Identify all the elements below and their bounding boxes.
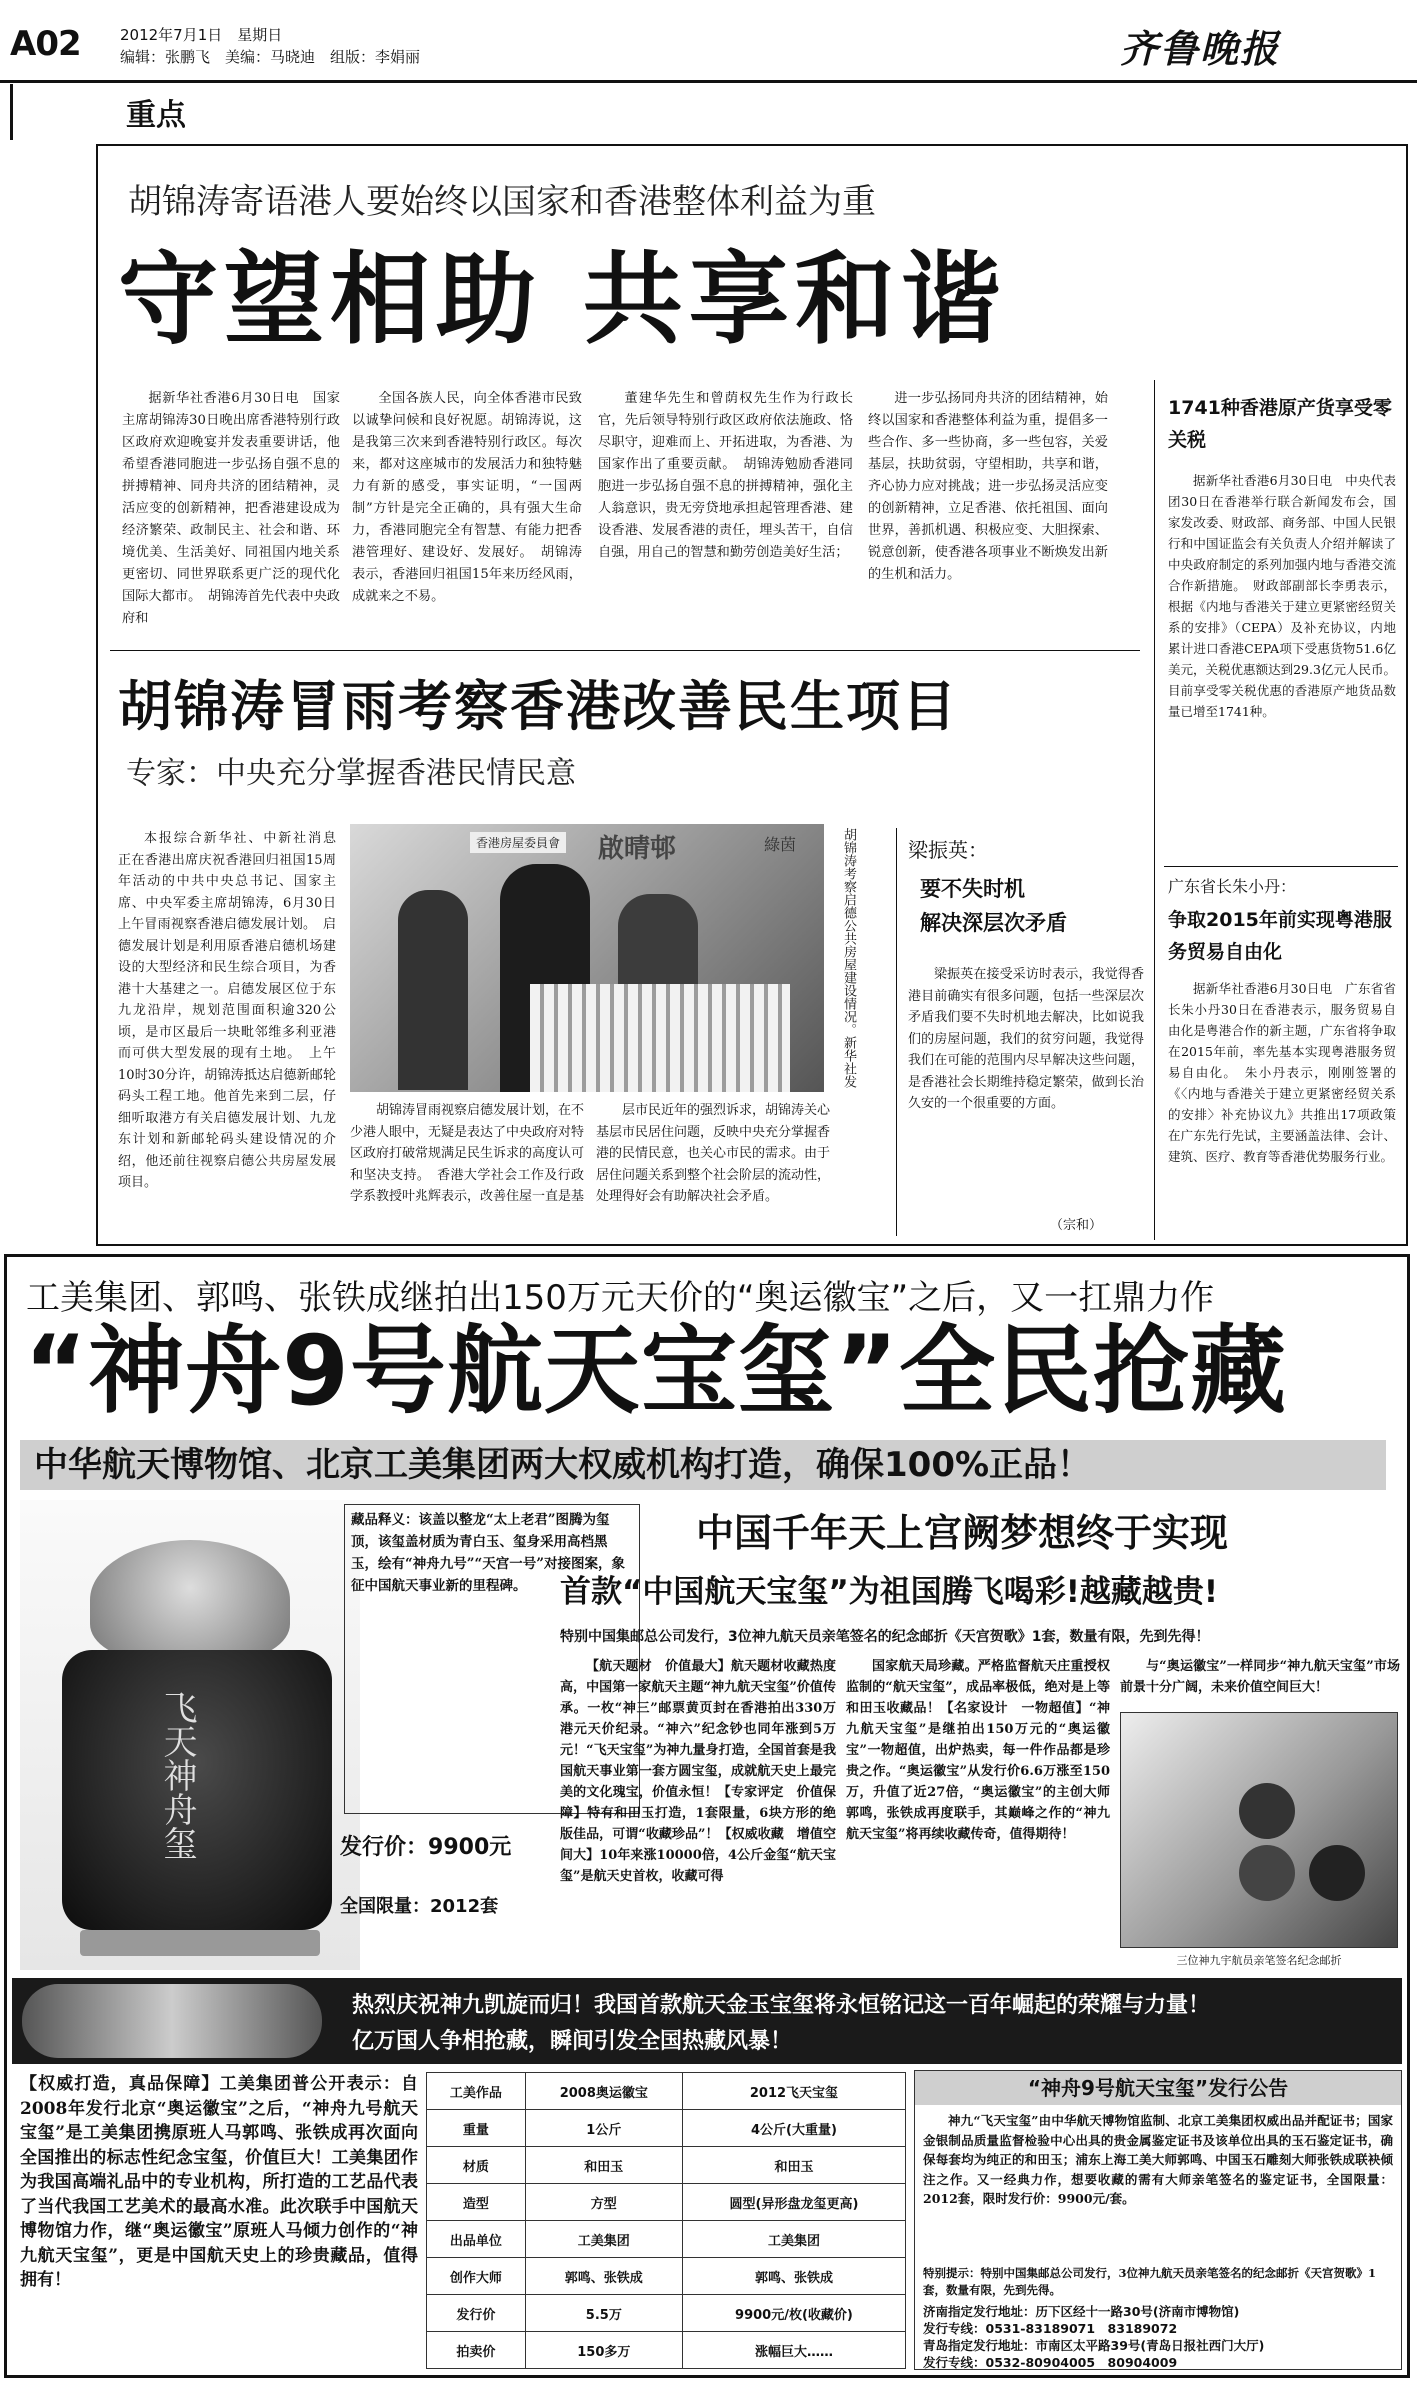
ad-body-col1: [560, 1656, 836, 1976]
ad-body-col2: [846, 1656, 1110, 1976]
table-cell: 出品单位: [427, 2221, 526, 2258]
ad-body-col1-text: 【航天题材 价值最大】航天题材收藏热度高，中国第一家航天主题“神九航天宝玺”价值传承。一枚“神三”邮票黄页封在香港拍出330万港元天价纪录。“神六”纪念钞也同年涨到5万元！“飞天宝玺”为神九量身打造，全国首套是我国航天事业第一套方圆宝玺，成就航天史上最完美的文化瑰宝，价值永恒！【专家评定 价值保障】特有和田玉打造，1套限量，6块方形的绝版佳品，可谓“收藏珍品”！【权威收藏 增值空间大】10年来涨10000倍，4公斤金玺“航天宝玺”是航天史首枚，收藏可得: [560, 1659, 836, 1884]
photo-figure-left: [398, 890, 468, 1090]
hotline-qingdao-phone: 发行专线：0532-80904005 80904009: [923, 2355, 1178, 2370]
sidebar1-headline: 1741种香港原产货享受零关税: [1168, 397, 1392, 451]
table-header-cell: 2012飞天宝玺: [682, 2073, 905, 2110]
ad-subtitle: 特别中国集邮总公司发行，3位神九航天员亲笔签名的纪念邮折《天宫贺歌》1套，数量有限，先到先得！: [560, 1629, 1210, 1645]
table-row: [427, 2110, 906, 2147]
story1-headline: 守望相助 共享和谐: [118, 241, 1007, 358]
table-header-cell: 工美作品: [427, 2073, 526, 2110]
quote-headline: [920, 872, 1067, 940]
table-row: [427, 2295, 906, 2332]
hotline-jinan-address: 济南指定发行地址：历下区经十一路30号(济南市博物馆): [923, 2304, 1240, 2319]
table-cell: 拍卖价: [427, 2332, 526, 2369]
table-cell: 方型: [525, 2184, 682, 2221]
story2-photo-caption: 胡锦涛考察启德公共房屋建设情况。新华社发: [841, 828, 856, 1088]
table-row: [427, 2147, 906, 2184]
story1-col2-text: 全国各族人民，向全体香港市民致以诚挚问候和良好祝愿。胡锦涛说，这是我第三次来到香港特别行政区。每次来，都对这座城市的发展活力和独特魅力有新的感受，事实证明，“一国两制”方针是完全正确的，具有强大生命力，香港同胞完全有智慧、有能力把香港管理好、建设好、发展好。 胡锦涛表示，香港回归祖国15年来历经风雨，成就来之不易。: [352, 391, 582, 604]
ad-body-col3-text: 与“奥运徽宝”一样同步“神九航天宝玺”市场前景十分广阔，未来价值空间巨大！: [1120, 1659, 1400, 1695]
notice-title: “神舟9号航天宝玺”发行公告: [915, 2071, 1401, 2105]
table-cell: 150多万: [525, 2332, 682, 2369]
stamp-folder-caption: 三位神九宇航员亲笔签名纪念邮折: [1176, 1954, 1342, 1967]
table-cell: 创作大师: [427, 2258, 526, 2295]
seal-top-carving: [90, 1540, 290, 1660]
page-number: A02: [10, 24, 81, 64]
seal-base: [80, 1930, 320, 1956]
story2-col1: [118, 828, 350, 1236]
table-cell: 和田玉: [682, 2147, 905, 2184]
story1-col1: [122, 388, 340, 638]
table-cell: 工美集团: [682, 2221, 905, 2258]
quote-byline: （宗和）: [1050, 1218, 1103, 1233]
story2-col2: [350, 1100, 584, 1236]
comparison-table: [426, 2072, 906, 2369]
notice-body-text: 神九“飞天宝玺”由中华航天博物馆监制、北京工美集团权威出品并配证书；国家金银制品质量监督检验中心出具的贵金属鉴定证书及该单位出具的玉石鉴定证书，确保每套均为纯正的和田玉；浦东上海工美大师郭鸣、中国玉石雕刻大师张铁成联袂倾注之作。又一经典力作，想要收藏的需有大师亲笔签名的鉴定证书，全国限量：2012套，限时发行价：9900元/套。: [923, 2113, 1393, 2206]
story2-col3-text: 层市民近年的强烈诉求，胡锦涛关心基层市民居住问题，反映中央充分掌握香港的民情民意，也关心市民的需求。由于居住问题关系到整个社会阶层的流动性，处理得好会有助解决社会矛盾。: [596, 1103, 831, 1204]
sidebar2-headline: 争取2015年前实现粤港服务贸易自由化: [1168, 909, 1392, 963]
sidebar2-body: [1168, 978, 1396, 1236]
issue-notice: [914, 2070, 1402, 2370]
notice-special: 特别提示：特别中国集邮总公司发行，3位神九航天员亲笔签名的纪念邮折《天宫贺歌》1套，数量有限，先到先得。: [923, 2266, 1376, 2297]
ad-left-text-body: 【权威打造，真品保障】工美集团普公开表示：自2008年发行北京“奥运徽宝”之后，“神舟九号航天宝玺”是工美集团携原班人马郭鸣、张铁成再次面向全国推出的标志性纪念宝玺，价值巨大！工美集团作为我国高端礼品中的专业机构，所打造的工艺品代表了当代我国工艺美术的最高水准。此次联手中国航天博物馆力作，继“奥运徽宝”原班人马倾力创作的“神九航天宝玺”，更是中国航天史上的珍贵藏品，值得拥有！: [20, 2074, 418, 2290]
celebration-strip: [12, 1978, 1402, 2064]
table-cell: 和田玉: [525, 2147, 682, 2184]
hotline-jinan: [923, 2303, 1264, 2371]
quote-headline-line2: 解决深层次矛盾: [920, 911, 1067, 935]
story1-col3-text: 董建华先生和曾荫权先生作为行政长官，先后领导特别行政区政府依法施政、恪尽职守，迎难而上、开拓进取，为香港、为国家作出了重要贡献。 胡锦涛勉励香港同胞进一步弘扬自强不息的拼搏精神，强化主人翁意识，贵无旁贷地承担起管理香港、建设香港、发展香港的责任，埋头苦干，自信自强，用自己的智慧和勤劳创造美好生活；: [598, 391, 853, 560]
table-header-cell: 2008奥运徽宝: [525, 2073, 682, 2110]
hotline-jinan-phone: 发行专线：0531-83189071 83189072: [923, 2321, 1178, 2336]
story1-col3: [598, 388, 853, 638]
astronaut-portrait-2: [1239, 1845, 1295, 1901]
story2-photo: [350, 824, 824, 1092]
table-cell: 工美集团: [525, 2221, 682, 2258]
table-cell: 造型: [427, 2184, 526, 2221]
ad-banner: 中华航天博物馆、北京工美集团两大权威机构打造，确保100%正品！: [20, 1440, 1386, 1490]
astronaut-portrait-3: [1309, 1845, 1365, 1901]
story1-col4: [868, 388, 1108, 638]
story2-subhead: 专家：中央充分掌握香港民情民意: [126, 756, 576, 791]
stamp-folder-photo: [1120, 1712, 1398, 1948]
story2-col3: [596, 1100, 830, 1236]
table-row: [427, 2332, 906, 2369]
quote-kicker: 梁振英：: [908, 838, 988, 862]
ad-title2: 首款“中国航天宝玺”为祖国腾飞喝彩!越藏越贵!: [560, 1574, 1219, 1610]
quote-body: [908, 964, 1144, 1214]
masthead-logo: 齐鲁晚报: [1120, 26, 1281, 71]
seal-description-box: 藏品释义：该盖以整龙“太上老君”图腾为玺顶，该玺盖材质为青白玉、玺身采用高档黑玉，绘有“神舟九号”“天宫一号”对接图案，象征中国航天事业新的里程碑。: [344, 1504, 640, 1814]
table-header-row: [427, 2073, 906, 2110]
table-row: [427, 2221, 906, 2258]
table-cell: 9900元/枚(收藏价): [682, 2295, 905, 2332]
table-cell: 涨幅巨大……: [682, 2332, 905, 2369]
edition-meta: [120, 24, 420, 68]
section-title: 重点: [126, 98, 186, 133]
price-label: 发行价：: [340, 1835, 429, 1860]
table-cell: 5.5万: [525, 2295, 682, 2332]
seal-image: [20, 1500, 360, 1970]
price-line: [340, 1830, 511, 1861]
sidebar2-text: 据新华社香港6月30日电 广东省省长朱小丹30日在香港表示，服务贸易自由化是粤港合作的新主题，广东省将争取在2015年前，率先基本实现粤港服务贸易自由化。 朱小丹表示，刚刚签署的《〈内地与香港关于建立更紧密经贸关系的安排〉补充协议九》共推出17项政策在广东先行先试，主要涵盖法律、会计、建筑、医疗、教育等香港优势服务行业。: [1168, 981, 1396, 1164]
photo-sign-estate: 啟晴邨: [598, 834, 677, 864]
story1-col2: [352, 388, 582, 638]
ad-body-col3: [1120, 1656, 1400, 1706]
table-cell: 重量: [427, 2110, 526, 2147]
section-bar: [10, 84, 13, 140]
edition-staff: 编辑：张鹏飞 美编：马晓迪 组版：李娟丽: [120, 48, 421, 66]
price-value: 9900元: [428, 1835, 512, 1860]
table-cell: 4公斤(大重量): [682, 2110, 905, 2147]
notice-body: [923, 2111, 1393, 2261]
spacecraft-graphic: [22, 1984, 322, 2058]
table-cell: 材质: [427, 2147, 526, 2184]
sidebar1-body: [1168, 470, 1396, 870]
edition-date: 2012年7月1日 星期日: [120, 26, 283, 44]
story2-col1-text: 本报综合新华社、中新社消息 正在香港出席庆祝香港回归祖国15周年活动的中共中央总书记、国家主席、中央军委主席胡锦涛，6月30日上午冒雨视察香港启德发展计划。 启德发展计划是利用原香港启德机场建设的大型经济和民生综合项目，为香港十大基建之一。启德发展区位于东九龙沿岸，规划范围面积逾320公顷，是市区最后一块毗邻维多利亚港而可供大型发展的现有土地。 上午10时30分许，胡锦涛抵达启德新邮轮码头工程工地。他首先来到二层，仔细听取港方有关启德发展计划、九龙东计划和新邮轮码头建设情况的介绍，他还前往视察启德公共房屋发展项目。: [118, 831, 350, 1190]
sidebar1-text: 据新华社香港6月30日电 中央代表团30日在香港举行联合新闻发布会，国家发改委、财政部、商务部、中国人民银行和中国证监会有关负责人介绍并解读了中央政府制定的系列加强内地与香港交流合作新措施。 财政部副部长李勇表示，根据《内地与香港关于建立更紧密经贸关系的安排》（CEPA）及补充协议，内地累计进口香港CEPA项下受惠货物51.6亿美元，关税优惠额达到29.3亿元人民币。目前享受零关税优惠的香港原产地货品数量已增至1741种。: [1168, 473, 1396, 719]
table-cell: 1公斤: [525, 2110, 682, 2147]
table-cell: 郭鸣、张铁成: [525, 2258, 682, 2295]
quote-headline-line1: 要不失时机: [920, 877, 1025, 901]
photo-banner: 香港房屋委員會: [470, 832, 566, 853]
quote-divider: [896, 828, 897, 1236]
header-rule: [0, 80, 1417, 83]
table-row: [427, 2258, 906, 2295]
seal-calligraphy: 飞天神舟玺: [157, 1690, 197, 1860]
table-row: [427, 2184, 906, 2221]
table-cell: 郭鸣、张铁成: [682, 2258, 905, 2295]
story1-kicker: 胡锦涛寄语港人要始终以国家和香港整体利益为重: [128, 182, 876, 222]
limit-line: 全国限量：2012套: [340, 1896, 499, 1917]
table-cell: 圆型(异形盘龙玺更高): [682, 2184, 905, 2221]
sidebar-rule: [1164, 866, 1398, 867]
ad-headline: “神舟9号航天宝玺”全民抢藏: [24, 1315, 1287, 1427]
ad-body-col2-text: 国家航天局珍藏。严格监督航天庄重授权监制的“航天宝玺”，成品率极低，绝对是上等和田玉收藏品！【名家设计 一物超值】“神九航天宝玺”是继拍出150万元的“奥运徽宝”一物超值，出炉热卖，每一件作品都是珍贵之作。“奥运徽宝”从发行价6.6万涨至150万，升值了近27倍，“奥运徽宝”的主创大师郭鸣，张铁成再度联手，其巅峰之作的“神九航天宝玺”将再续收藏传奇，值得期待！: [846, 1659, 1110, 1842]
story2-headline: 胡锦涛冒雨考察香港改善民生项目: [118, 675, 958, 738]
hotline-qingdao-address: 青岛指定发行地址：市南区太平路39号(青岛日报社西门大厅): [923, 2338, 1265, 2353]
ad-left-text: [20, 2072, 418, 2368]
ad-kicker: 工美集团、郭鸣、张铁成继拍出150万元天价的“奥运徽宝”之后，又一扛鼎力作: [26, 1278, 1215, 1318]
strip-line1: 热烈庆祝神九凯旋而归！我国首款航天金玉宝玺将永恒铭记这一百年崛起的荣耀与力量！: [352, 1993, 1211, 2018]
story2-col2-text: 胡锦涛冒雨视察启德发展计划，在不少港人眼中，无疑是表达了中央政府对特区政府打破常规满足民生诉求的高度认可和坚决支持。 香港大学社会工作及行政学系教授叶兆辉表示，改善住屋一直是基: [350, 1103, 585, 1204]
photo-sign-green: 綠茵: [764, 835, 797, 854]
story-divider: [110, 650, 1140, 651]
ad-title1: 中国千年天上宫阙梦想终于实现: [696, 1511, 1229, 1555]
table-cell: 发行价: [427, 2295, 526, 2332]
astronaut-portrait-1: [1239, 1783, 1295, 1839]
story1-col4-text: 进一步弘扬同舟共济的团结精神，始终以国家和香港整体利益为重，提倡多一些合作、多一些协商，多一些包容，关爱基层，扶助贫弱，守望相助，共享和谐，齐心协力应对挑战；进一步弘扬灵活应变的创新精神，立足香港、依托祖国、面向世界，善抓机遇、积极应变、大胆探索、锐意创新，使香港各项事业不断焕发出新的生机和活力。: [868, 391, 1108, 582]
quote-body-text: 梁振英在接受采访时表示，我觉得香港目前确实有很多问题，包括一些深层次矛盾我们要不失时机地去解决，比如说我们的房屋问题，我们的贫穷问题，我觉得我们在可能的范围内尽早解决这些问题，是香港社会长期维持稳定繁荣，做到长治久安的一个很重要的方面。: [908, 967, 1144, 1111]
story1-col1-text: 据新华社香港6月30日电 国家主席胡锦涛30日晚出席香港特别行政区政府欢迎晚宴并发表重要讲话，他希望香港同胞进一步弘扬自强不息的拼搏精神、同舟共济的团结精神，灵活应变的创新精神，把香港建设成为经济繁荣、政制民主、社会和谐、环境优美、生活美好、同祖国内地关系更密切、同世界联系更广泛的现代化国际大都市。 胡锦涛首先代表中央政府和: [122, 391, 340, 626]
sidebar2-kicker: 广东省长朱小丹：: [1168, 877, 1297, 896]
strip-line2: 亿万国人争相抢藏，瞬间引发全国热藏风暴！: [352, 2029, 793, 2054]
sidebar-divider: [1154, 380, 1155, 1240]
photo-model: [530, 984, 790, 1092]
